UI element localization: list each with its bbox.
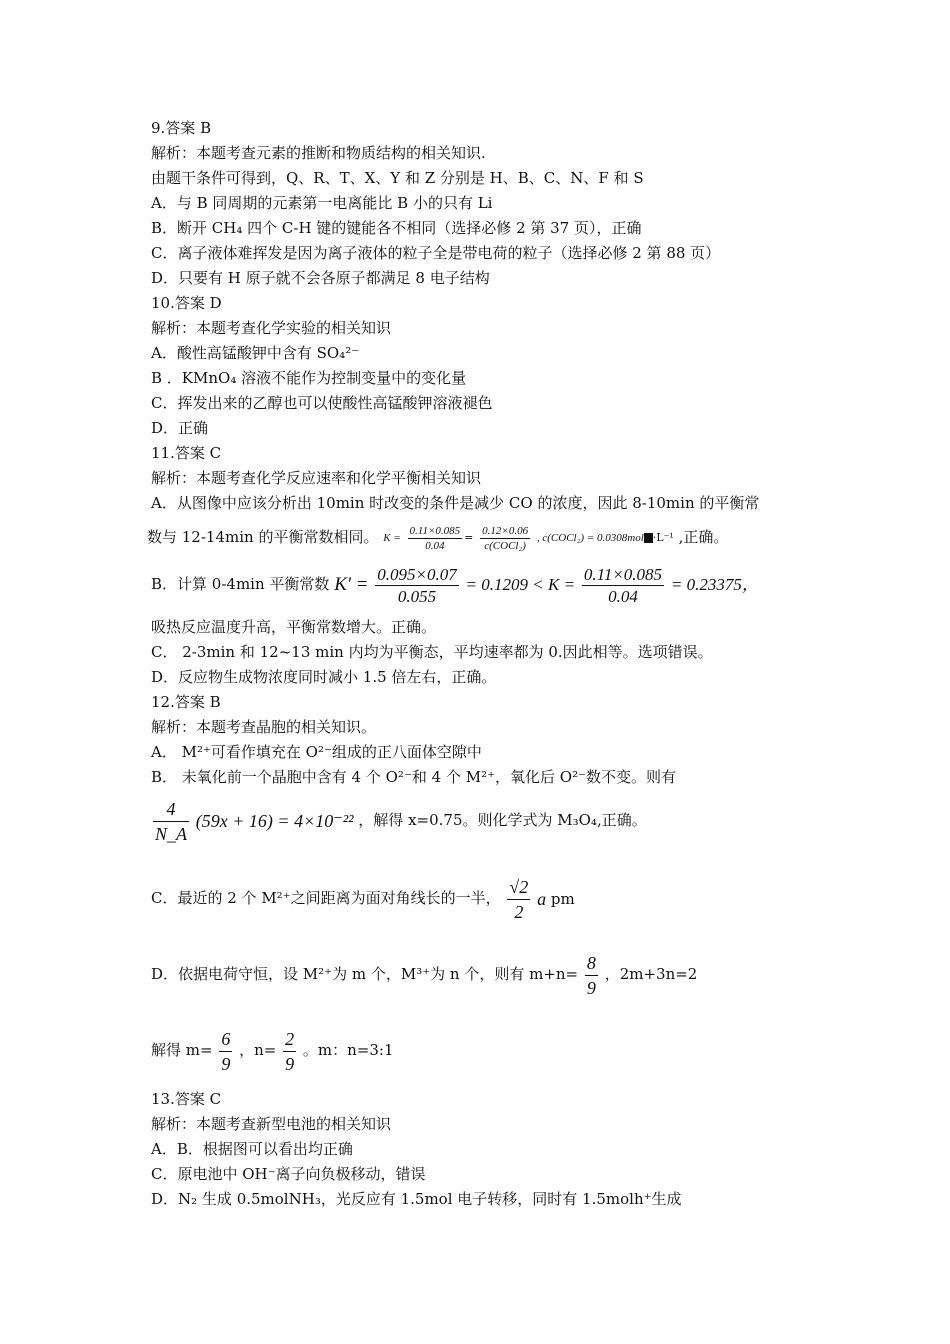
q10-analysis: 解析：本题考查化学实验的相关知识: [151, 319, 392, 337]
q12-b2-fraction: [153, 797, 189, 846]
q12-e-num2: 2: [283, 1027, 296, 1052]
q11-a2-fraction-1: [408, 524, 463, 553]
q12-analysis: 解析：本题考查晶胞的相关知识。: [151, 718, 377, 736]
q12-option-c: [151, 872, 575, 925]
q9-option-d: D．只要有 H 原子就不会各原子都满足 8 电子结构: [151, 269, 490, 287]
q12-c-fraction: [507, 875, 530, 924]
q11-b1-den1: 0.055: [397, 586, 437, 606]
q13-option-c: C．原电池中 OH⁻离子向负极移动，错误: [151, 1165, 426, 1183]
q11-b1-Kprime: K' =: [334, 574, 369, 595]
q9-option-b: B．断开 CH₄ 四个 C-H 键的键能各不相同（选择必修 2 第 37 页），正确: [151, 219, 642, 237]
q12-d-suffix: ，2m+3n=2: [604, 965, 698, 983]
q9-option-c: C．离子液体难挥发是因为离子液体的粒子全是带电荷的粒子（选择必修 2 第 88 页）: [151, 244, 721, 262]
q12-b2-text: ，解得 x=0.75。则化学式为 M₃O₄,正确。: [358, 811, 647, 829]
q12-c-den: 2: [514, 901, 524, 922]
q13-analysis: 解析：本题考查新型电池的相关知识: [151, 1115, 392, 1133]
q11-b1-den2: 0.04: [608, 586, 638, 606]
q12-option-d: [151, 948, 697, 1000]
q12-c-prefix: C．最近的 2 个 M²⁺之间距离为面对角线长的一半，: [151, 889, 501, 907]
q11-b1-mid: = 0.1209 < K =: [465, 575, 576, 594]
q12-b2-expr: (59x + 16) = 4×10⁻²²: [195, 811, 354, 831]
q13-answer: 13.答案 C: [151, 1090, 222, 1108]
q11-option-b-line1: [151, 562, 759, 607]
q11-a2-unit: ·L⁻¹: [652, 531, 674, 544]
q11-b1-fraction-2: [582, 564, 664, 607]
q12-c-var: a: [537, 889, 547, 909]
q12-e-fraction-m: [219, 1027, 232, 1076]
q12-c-num: √2: [507, 875, 530, 900]
q12-c-unit: pm: [550, 890, 575, 908]
q12-e-mid: ，n=: [239, 1041, 277, 1059]
q11-answer: 11.答案 C: [151, 444, 222, 462]
q10-option-c: C．挥发出来的乙醇也可以使酸性高锰酸钾溶液褪色: [151, 394, 493, 412]
q12-option-b-line1: B． 未氧化前一个晶胞中含有 4 个 O²⁻和 4 个 M²⁺，氧化后 O²⁻数不变。则有: [151, 768, 677, 786]
q11-a2-K: K =: [383, 532, 401, 544]
q11-option-a-line2: 数与 12-14min 的平衡常数相同。 K = $\frac{0.11\times 0.085}{0.04}$ = $\frac{0.12\times 0.06}{\text{c(COCl₂)}}$ , c(COCl₂) = 0.0308mol ·L⁻¹ ,正确。: [147, 524, 729, 552]
q12-b2-den: N_A: [155, 823, 188, 844]
q12-d-den: 9: [586, 977, 596, 998]
q9-analysis: 解析：本题考查元素的推断和物质结构的相关知识.: [151, 144, 486, 162]
q11-a2-den1: 0.04: [425, 539, 445, 552]
q10-answer: 10.答案 D: [151, 294, 222, 312]
q11-a2-suffix: ,正确。: [678, 528, 729, 546]
q12-solution: [151, 1024, 394, 1076]
q12-d-prefix: D．依据电荷守恒，设 M²⁺为 m 个，M³⁺为 n 个，则有 m+n=: [151, 965, 579, 983]
q11-b1-num1: 0.095×0.07: [377, 564, 457, 584]
q13-option-ab: A．B．根据图可以看出均正确: [151, 1140, 353, 1158]
q12-d-num: 8: [585, 951, 598, 976]
q12-e-suffix: 。m：n=3:1: [302, 1041, 394, 1059]
q11-a2-prefix: 数与 12-14min 的平衡常数相同。: [147, 528, 379, 546]
q11-a2-tail: , c(COCl₂) = 0.0308mol: [536, 532, 644, 544]
q11-option-a-line1: A．从图像中应该分析出 10min 时改变的条件是减少 CO 的浓度，因此 8-10min 的平衡常: [151, 494, 760, 512]
q12-e-den1: 9: [221, 1053, 231, 1074]
q12-d-fraction: [585, 951, 598, 1000]
q11-a2-den2: c(COCl₂): [484, 539, 526, 552]
q11-b1-end: = 0.23375，: [670, 575, 759, 594]
q12-e-fraction-n: [283, 1027, 296, 1076]
q12-e-den2: 9: [285, 1053, 295, 1074]
q11-b1-fraction-1: [375, 564, 458, 607]
q12-answer: 12.答案 B: [151, 693, 221, 711]
q11-a2-num2: 0.12×0.06: [482, 524, 529, 537]
q10-option-a: A．酸性高锰酸钾中含有 SO₄²⁻: [151, 344, 360, 362]
q12-e-num1: 6: [219, 1027, 232, 1052]
q9-derive: 由题干条件可得到，Q、R、T、X、Y 和 Z 分别是 H、B、C、N、F 和 S: [151, 169, 644, 187]
q9-option-a: A．与 B 同周期的元素第一电离能比 B 小的只有 Li: [151, 194, 493, 212]
ink-block-icon: [644, 533, 653, 543]
q9-answer: 9.答案 B: [151, 119, 212, 137]
q11-analysis: 解析：本题考查化学反应速率和化学平衡相关知识: [151, 469, 482, 487]
q11-b1-num2: 0.11×0.085: [583, 564, 663, 584]
q11-b1-prefix: B．计算 0-4min 平衡常数: [151, 575, 330, 593]
q11-a2-fraction-2: [480, 524, 530, 553]
q12-e-prefix: 解得 m=: [151, 1041, 213, 1059]
q10-option-b: B ．KMnO₄ 溶液不能作为控制变量中的变化量: [151, 369, 467, 387]
q11-a2-num1: 0.11×0.085: [409, 524, 461, 537]
q13-option-d: D．N₂ 生成 0.5molNH₃，光反应有 1.5mol 电子转移，同时有 1.5molh⁺生成: [151, 1190, 682, 1208]
q12-option-b-line2: [151, 795, 647, 846]
q12-b2-num: 4: [153, 797, 189, 822]
q11-option-d: D．反应物生成物浓度同时减小 1.5 倍左右，正确。: [151, 668, 497, 686]
q12-option-a: A． M²⁺可看作填充在 O²⁻组成的正八面体空隙中: [151, 743, 482, 761]
q11-option-b-line2: 吸热反应温度升高，平衡常数增大。正确。: [151, 618, 437, 636]
q11-option-c: C． 2-3min 和 12~13 min 内均为平衡态，平均速率都为 0.因此相等。选项错误。: [151, 643, 713, 661]
q10-option-d: D．正确: [151, 419, 209, 437]
